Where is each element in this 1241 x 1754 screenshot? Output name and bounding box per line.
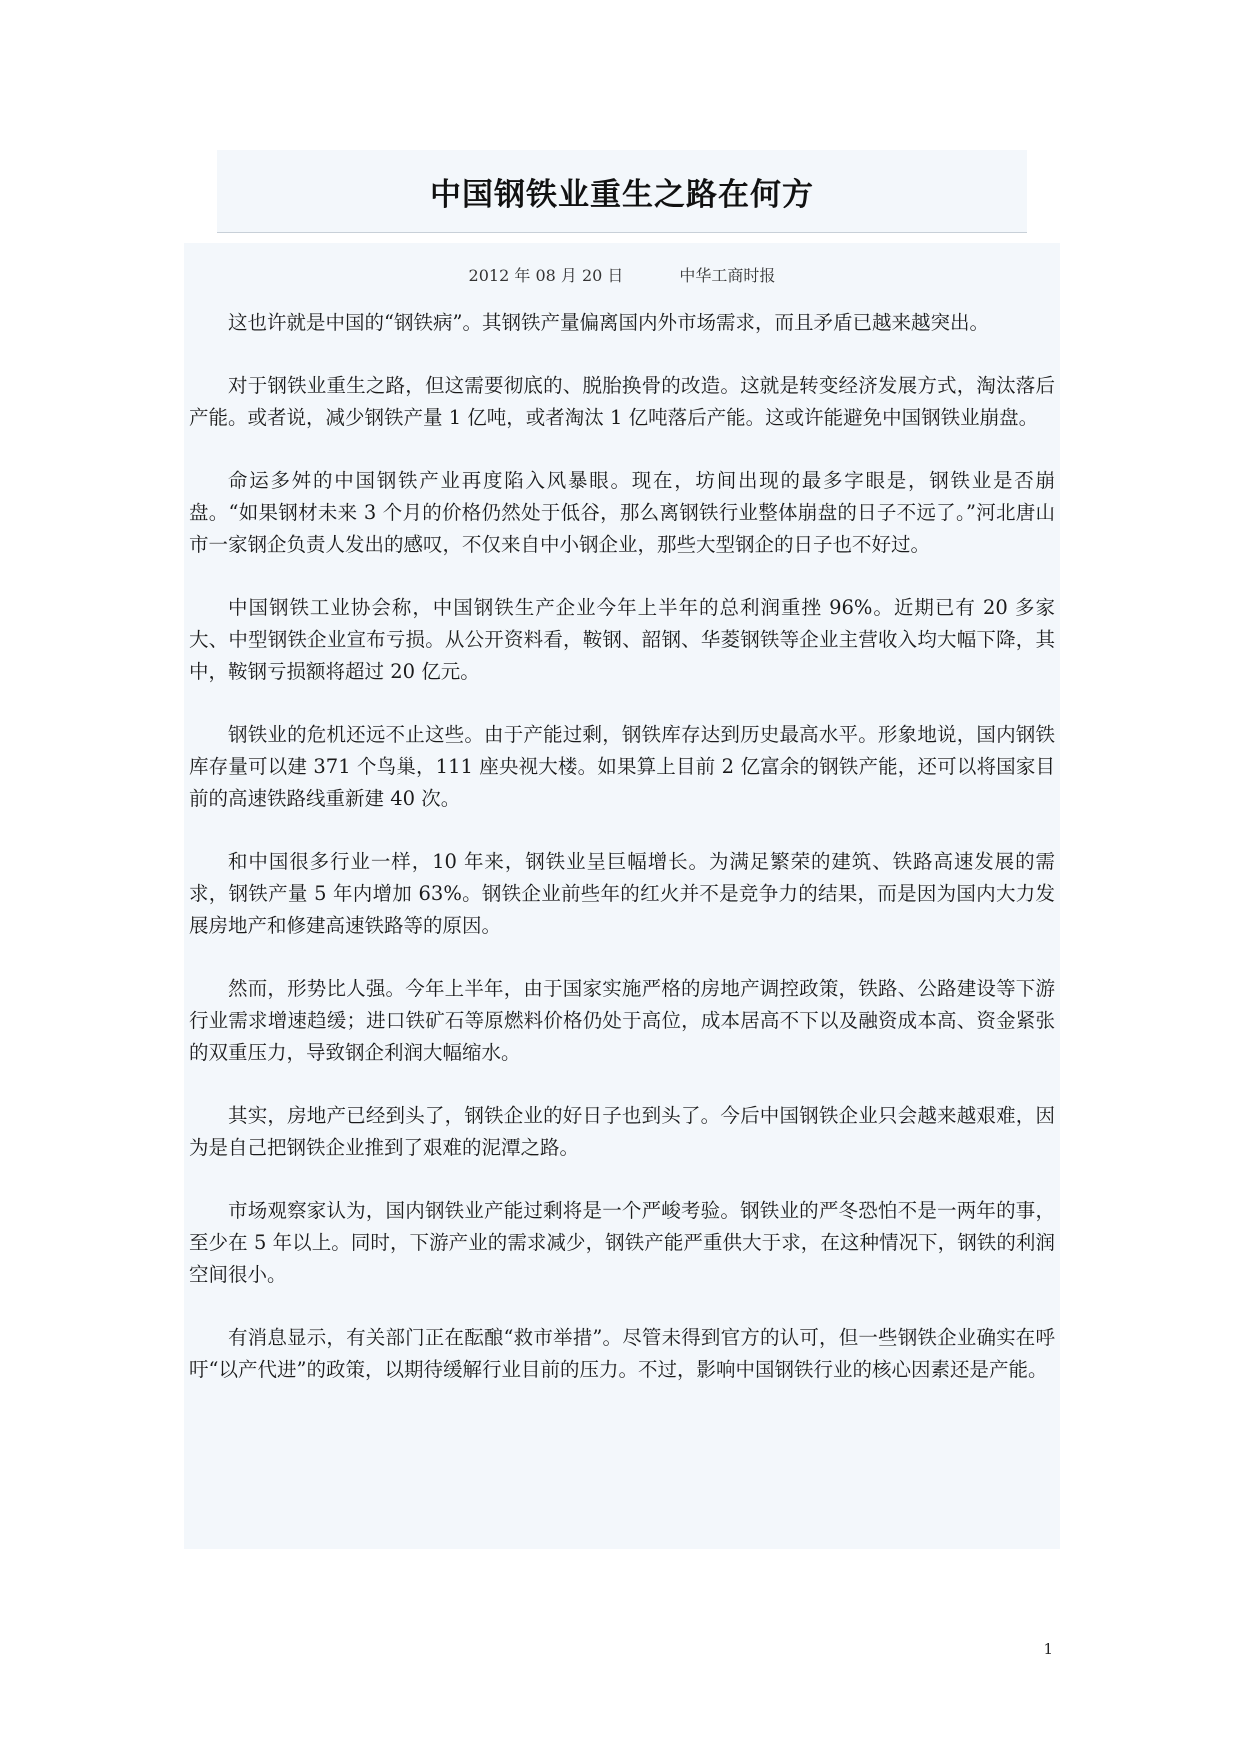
article-meta xyxy=(184,263,1060,286)
paragraph-8: 其实，房地产已经到头了，钢铁企业的好日子也到头了。今后中国钢铁企业只会越来越艰难，因为是自己把钢铁企业推到了艰难的泥潭之路。 xyxy=(189,1104,1055,1159)
paragraph-4: 中国钢铁工业协会称，中国钢铁生产企业今年上半年的总利润重挫 96%。近期已有 20 多家大、中型钢铁企业宣布亏损。从公开资料看，鞍钢、韶钢、华菱钢铁等企业主营收入均大幅下降，其中，鞍钢亏损额将超过 20 亿元。 xyxy=(189,596,1055,683)
paragraph-9: 市场观察家认为，国内钢铁业产能过剩将是一个严峻考验。钢铁业的严冬恐怕不是一两年的事，至少在 5 年以上。同时，下游产业的需求减少，钢铁产能严重供大于求，在这种情况下，钢铁的利润空间很小。 xyxy=(189,1199,1055,1286)
paragraph-5: 钢铁业的危机还远不止这些。由于产能过剩，钢铁库存达到历史最高水平。形象地说，国内钢铁库存量可以建 371 个鸟巢，111 座央视大楼。如果算上目前 2 亿富余的钢铁产能，还可以将国家目前的高速铁路线重新建 40 次。 xyxy=(189,723,1055,810)
paragraph-1: 这也许就是中国的“钢铁病”。其钢铁产量偏离国内外市场需求，而且矛盾已越来越突出。 xyxy=(228,311,989,334)
title-banner xyxy=(217,150,1027,233)
publish-date: 2012 年 08 月 20 日 xyxy=(468,266,624,285)
publication-source: 中华工商时报 xyxy=(679,266,776,285)
document-title: 中国钢铁业重生之路在何方 xyxy=(430,176,814,213)
paragraph-3: 命运多舛的中国钢铁产业再度陷入风暴眼。现在，坊间出现的最多字眼是，钢铁业是否崩盘。“如果钢材未来 3 个月的价格仍然处于低谷，那么离钢铁行业整体崩盘的日子不远了。”河北唐山市一家钢企负责人发出的感叹，不仅来自中小钢企业，那些大型钢企的日子也不好过。 xyxy=(189,469,1055,556)
paragraph-6: 和中国很多行业一样，10 年来，钢铁业呈巨幅增长。为满足繁荣的建筑、铁路高速发展的需求，钢铁产量 5 年内增加 63%。钢铁企业前些年的红火并不是竞争力的结果，而是因为国内大力发展房地产和修建高速铁路等的原因。 xyxy=(189,850,1055,937)
paragraph-10: 有消息显示，有关部门正在酝酿“救市举措”。尽管未得到官方的认可，但一些钢铁企业确实在呼吁“以产代进”的政策，以期待缓解行业目前的压力。不过，影响中国钢铁行业的核心因素还是产能。 xyxy=(189,1326,1055,1381)
article-body xyxy=(184,243,1060,1549)
paragraph-7: 然而，形势比人强。今年上半年，由于国家实施严格的房地产调控政策，铁路、公路建设等下游行业需求增速趋缓；进口铁矿石等原燃料价格仍处于高位，成本居高不下以及融资成本高、资金紧张的双重压力，导致钢企利润大幅缩水。 xyxy=(189,977,1055,1064)
page-number: 1 xyxy=(1043,1640,1053,1658)
paragraph-2: 对于钢铁业重生之路，但这需要彻底的、脱胎换骨的改造。这就是转变经济发展方式，淘汰落后产能。或者说，减少钢铁产量 1 亿吨，或者淘汰 1 亿吨落后产能。这或许能避免中国钢铁业崩盘。 xyxy=(189,374,1055,429)
article-content xyxy=(189,307,1055,1417)
